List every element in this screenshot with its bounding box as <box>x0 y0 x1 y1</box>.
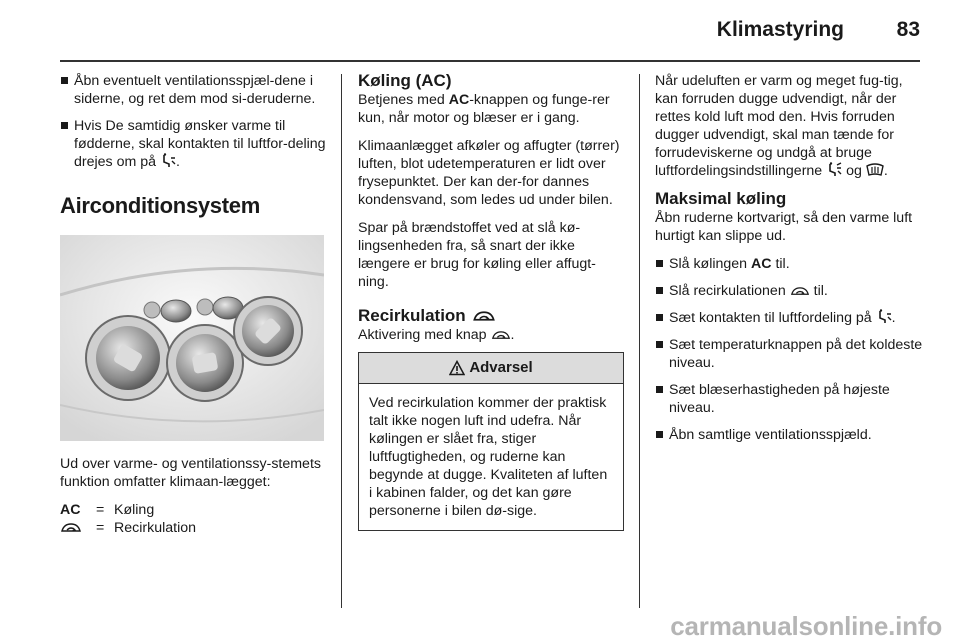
list-item: Åbn samtlige ventilationsspjæld. <box>655 426 923 444</box>
recirculation-icon <box>491 329 511 342</box>
legend-list <box>60 501 326 537</box>
windshield-defrost-icon <box>866 162 884 178</box>
column-1 <box>60 72 326 537</box>
page-number: 83 <box>896 18 920 41</box>
warning-text: Ved recirkulation kommer der praktisk talt ikke nogen luft ind udefra. Når kølingen er slået fra, stiger luftfugtigheden, og ruderne kan begynde at dugge. Kvaliteten af luften i kabinen falder, og det kan gøre personerne i bilen dø-sige. <box>369 395 608 519</box>
paragraph: Når udeluften er varm og meget fug-tig, kan forruden dugge udvendigt, når der rettes kold luft mod den. Hvis forruden dugger udvendigt, skal man tænde for forrudeviskerne og undgå at bruge luftfordelingsindstillingerne og . <box>655 73 903 179</box>
text: Betjenes med <box>358 92 449 108</box>
heading-text: Recirkulation <box>358 306 466 325</box>
column-divider-1 <box>341 74 342 608</box>
warning-box <box>358 352 624 531</box>
legend-eq: = <box>96 502 105 518</box>
legend-value: Køling <box>114 502 155 518</box>
ac-label: AC <box>448 92 470 108</box>
text: Slå kølingen <box>669 256 752 272</box>
section-heading-airconditionsystem: Airconditionsystem <box>60 193 260 218</box>
paragraph: Åbn ruderne kortvarigt, så den varme luft hurtigt kan slippe ud. <box>655 210 913 244</box>
column-3 <box>655 72 923 453</box>
header-rule <box>60 60 920 62</box>
seat-feet-icon <box>876 309 892 325</box>
list-item <box>655 282 923 300</box>
paragraph: Aktivering med knap . <box>358 327 515 343</box>
recirculation-icon <box>472 309 496 324</box>
column-2 <box>358 72 624 531</box>
climate-control-panel-photo <box>60 235 324 441</box>
list-item <box>655 255 923 273</box>
column-divider-2 <box>639 74 640 608</box>
list-item: Sæt temperaturknappen på det koldeste niveau. <box>655 336 923 372</box>
warning-icon <box>449 360 465 376</box>
paragraph: Klimaanlægget afkøler og affugter (tørrer) luften, blot udetemperaturen er lidt over frysepunktet. Der kan der-for dannes kondensvand, som ledes ud under bilen. <box>358 138 620 208</box>
page-title: Klimastyring <box>716 18 844 41</box>
list-item: Hvis De samtidig ønsker varme til fødderne, skal kontakten til luftfor-deling drejes om på . <box>60 117 326 171</box>
list-item: Sæt blæserhastigheden på højeste niveau. <box>655 381 923 417</box>
paragraph: Spar på brændstoffet ved at slå kø-lingsenheden fra, så snart der ikke længere er brug for køling eller affugt-ning. <box>358 220 596 290</box>
seat-feet-icon <box>160 153 176 169</box>
list-item: Åbn eventuelt ventilationsspjæl-dene i siderne, og ret dem mod si-deruderne. <box>60 72 326 108</box>
watermark: carmanualsonline.info <box>670 611 942 641</box>
recirculation-icon <box>60 521 82 535</box>
seat-feet-windshield-icon <box>826 162 842 178</box>
section-heading-max-cooling: Maksimal køling <box>655 189 787 208</box>
legend-eq: = <box>96 520 105 536</box>
text: Sæt kontakten til luftfordeling på <box>669 310 872 326</box>
text: Slå recirkulationen <box>669 283 786 299</box>
section-heading-cooling: Køling (AC) <box>358 71 452 90</box>
legend-value: Recirkulation <box>114 520 197 536</box>
text: -knappen og funge-rer kun, når motor og blæser er i gang. <box>358 92 610 126</box>
warning-title: Advarsel <box>469 359 533 376</box>
legend-key-recirculation <box>60 519 96 537</box>
text: til. <box>771 256 790 272</box>
paragraph <box>358 91 624 127</box>
text: og <box>846 163 862 179</box>
list-item-text: Hvis De samtidig ønsker varme til fødderne, skal kontakten til luftfor-deling drejes om på <box>74 118 326 170</box>
text: til. <box>813 283 828 299</box>
list-item: Sæt kontakten til luftfordeling på . <box>655 309 923 327</box>
intro-text: Ud over varme- og ventilationssy-stemets funktion omfatter klimaan-lægget: <box>60 456 321 490</box>
ac-label: AC <box>751 256 772 272</box>
text: Aktivering med knap <box>358 327 487 343</box>
section-heading-recirculation <box>358 307 624 325</box>
text: Når udeluften er varm og meget fug-tig, kan forruden dugge udvendigt, når der rettes kold luft mod den. Hvis forruden dugger udvendigt, skal man tænde for forrudeviskerne og undgå at bruge luftfordelingsindstillingerne <box>655 73 903 179</box>
legend-key-ac: AC <box>60 502 81 518</box>
recirculation-icon <box>790 285 810 298</box>
warning-header <box>359 353 623 384</box>
